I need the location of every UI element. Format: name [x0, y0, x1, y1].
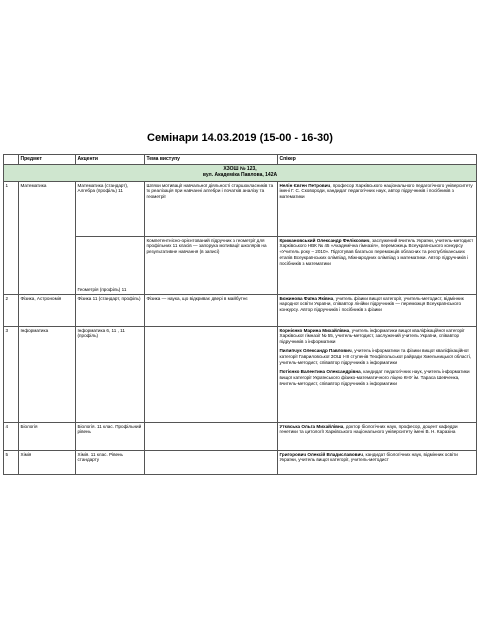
row-number: 3: [4, 326, 19, 422]
table-row: [4, 181, 477, 236]
row-speaker: [278, 422, 477, 450]
header-accents: Акценти: [76, 155, 145, 165]
row-speaker: [278, 326, 477, 422]
speaker-desc: , доктор біологічних наук, професор, доцент кафедри генетики та цитології Харківського національного університету імені В. Н. Каразіна: [279, 423, 458, 435]
speaker-name: Утєвська Ольга Михайлівна: [279, 423, 344, 429]
header-subject: Предмет: [19, 155, 76, 165]
row-accent: Біологія. 11 клас. Профільний рівень: [76, 422, 145, 450]
row-accent: Фізика 11 (стандарт, профіль): [76, 294, 145, 326]
row-topic: Шляхи мотивації навчальної діяльності старшокласників та їх реалізація при навчанні алгебри і початків аналізу та геометрії: [145, 181, 278, 236]
row-subject: Хімія: [19, 450, 76, 474]
header-num: [4, 155, 19, 165]
table-row: [4, 294, 477, 326]
speaker-name: Григорович Олексій Владиславович: [279, 451, 363, 457]
row-speaker: [278, 450, 477, 474]
speaker-name: Корнієнко Марина Михайлівна: [279, 327, 350, 333]
row-number: 1: [4, 181, 19, 294]
page-title: Семінари 14.03.2019 (15-00 - 16-30): [147, 132, 333, 144]
row-topic: [145, 422, 278, 450]
school-name: ХЗОШ № 123,: [223, 165, 257, 172]
speaker-name: Божинова Фаїна Яківна: [279, 295, 334, 301]
row-speaker: [278, 236, 477, 294]
speaker-desc: , учитель інформатики вищої кваліфікаційної категорії Харківської гімназії № 55, учитель-методист, заслужений учитель України, співавтор підручників з інформатики: [279, 327, 465, 345]
speaker-name: Пилипчук Олександр Павлович: [279, 348, 352, 354]
row-accent: Математика (стандарт), Алгебра (профіль) 11: [76, 181, 145, 236]
speaker-desc: , учитель інформатики та фізики вищої кваліфікаційної категорії Гавриловської ЗОШ І-ІІІ ступенів Теофіпольської райради Хмельницької області, учитель-методист, співавтор підручників з інформатики: [279, 348, 472, 366]
row-topic: [145, 450, 278, 474]
school-row: [4, 164, 477, 181]
speaker-desc: , кандидат біологічних наук, відмінник освіти України, учитель вищої категорії, учитель-методист: [279, 451, 458, 463]
row-number: 5: [4, 450, 19, 474]
row-topic: [145, 326, 278, 422]
speaker-name: Потієнко Валентина Олександрівна: [279, 369, 361, 375]
speaker-entry: [280, 328, 475, 346]
row-subject: Біологія: [19, 422, 76, 450]
speaker-desc: , заслужений вчитель України, учитель-методист Харківського НВК № 45 «Академічна гімназія», переможець Всеукраїнського конкурсу «Учитель року – 2010». Підготував багатьох переможців обласних та республіканських етапів Всеукраїнських олімпіад, Міжнародних олімпіад з математики. Автор підручників і посібників з математики: [279, 237, 474, 267]
speaker-desc: , професор Харківського національного педагогічного університету імені Г. С. Сковороди, кандидат педагогічних наук, автор підручників і посібників з математики: [279, 182, 473, 200]
table-row: [4, 450, 477, 474]
row-number: 2: [4, 294, 19, 326]
row-speaker: [278, 181, 477, 236]
table-row: [4, 326, 477, 422]
table-row: [4, 422, 477, 450]
row-topic: Компетентнісно-орієнтований підручник з геометрії для профільних 11 класів — запорука мотивації школярів на результативне навчання (в записі): [145, 236, 278, 294]
row-accent: Геометрія (профіль) 11: [76, 236, 145, 294]
row-subject: Фізика, Астрономія: [19, 294, 76, 326]
school-address: вул. Академіка Павлова, 142А: [202, 172, 278, 179]
row-accent: Інформатика 6, 11 , 11 (профіль): [76, 326, 145, 422]
speaker-desc: , кандидат педагогічних наук, учитель інформатики вищої категорії Українського фізико-математичного ліцею КНУ ім. Тараса Шевченка, вчитель-методист, співавтор підручників з інформатики: [279, 369, 470, 387]
row-accent: Хімія. 11 клас. Рівень стандарту: [76, 450, 145, 474]
header-speaker: Спікер: [278, 155, 477, 165]
speaker-desc: , учитель фізики вищої категорії, учитель-методист, відмінник народної освіти України, співавтор лінійки підручників — переможця Всеукраїнського конкурсу. Автор підручників і посібників з фізики: [279, 295, 464, 313]
header-row: [4, 155, 477, 165]
speaker-name: Крижановський Олександр Феліксович: [279, 237, 370, 243]
row-speaker: [278, 294, 477, 326]
school-cell: [4, 164, 477, 181]
header-topic: Тема виступу: [145, 155, 278, 165]
seminar-table: [3, 154, 477, 475]
speaker-entry: [280, 369, 475, 387]
row-subject: Математика: [19, 181, 76, 294]
speaker-name: Нелін Євген Петрович: [279, 182, 331, 188]
row-subject: Інформатика: [19, 326, 76, 422]
speaker-entry: [280, 348, 475, 366]
row-number: 4: [4, 422, 19, 450]
row-topic: Фізика — наука, що відкриває двері в майбутнє: [145, 294, 278, 326]
